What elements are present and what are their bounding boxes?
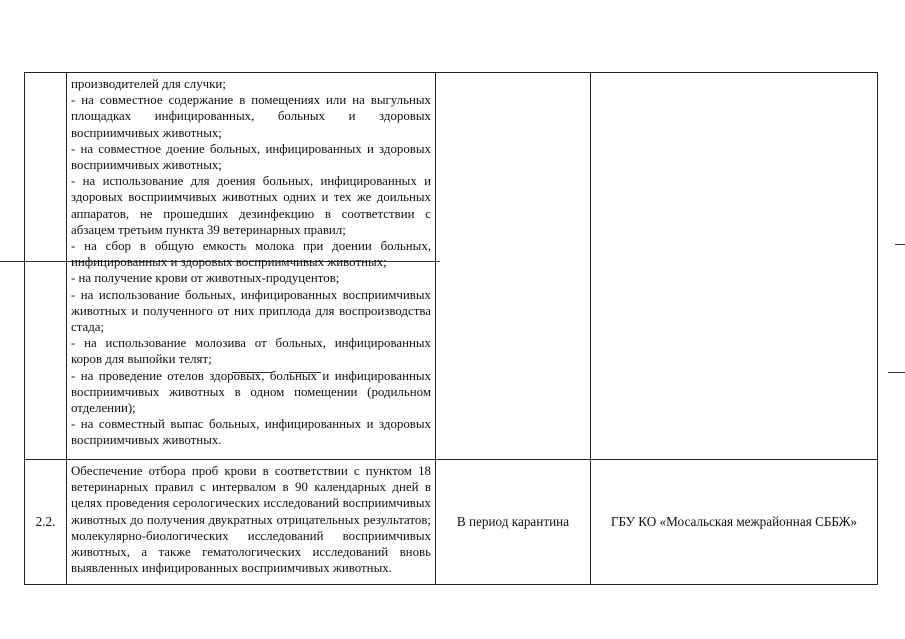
list-item: - на совместный выпас больных, инфицированных и здоровых восприимчивых животных. <box>71 417 431 448</box>
row-number-cell <box>25 73 67 460</box>
measure-text: Обеспечение отбора проб крови в соответствии с пунктом 18 ветеринарных правил с интервалом в 90 календарных дней в целях проведения серологических исследований восприимчивых животных до получения двукратных отрицательных результатов; молекулярно-биологических исследований восприимчивых животных, а также гематологических исследований вновь выявленных инфицированных восприимчивых животных. <box>71 464 431 576</box>
list-item: - на использование молозива от больных, инфицированных коров для выпойки телят; <box>71 336 431 367</box>
measure-text-cell <box>67 460 436 585</box>
scan-artifact-dash <box>888 372 905 373</box>
list-item: производителей для случки; <box>71 77 226 91</box>
list-item: - на совместное доение больных, инфицированных и здоровых восприимчивых животных; <box>71 141 431 173</box>
measure-text-cell <box>67 73 436 460</box>
responsible-cell: ГБУ КО «Мосальская межрайонная СББЖ» <box>591 460 878 585</box>
table-row <box>25 73 878 460</box>
list-item: - на использование для доения больных, инфицированных и здоровых восприимчивых животных одних и тех же доильных аппаратов, не прошедших дезинфекцию в соответствии с абзацем третьим пункта 39 ветеринарных правил; <box>71 174 431 237</box>
list-item: - на совместное содержание в помещениях или на выгульных площадках инфицированных, больных и здоровых восприимчивых животных; <box>71 93 431 140</box>
list-item: - на использование больных, инфицированных восприимчивых животных и полученного от них приплода для воспроизводства стада; <box>71 287 431 335</box>
measures-table <box>24 72 878 585</box>
list-item: - на проведение отелов здоровых, больных и инфицированных восприимчивых животных в одном помещении (родильном отделении); <box>71 368 431 416</box>
term-cell <box>436 73 591 460</box>
responsible-cell <box>591 73 878 460</box>
list-item: - на получение крови от животных-продуцентов; <box>71 271 340 286</box>
row-number-cell: 2.2. <box>25 460 67 585</box>
scan-artifact-dash <box>895 244 905 245</box>
table-row <box>25 460 878 585</box>
measure-text <box>67 73 435 451</box>
term-cell: В период карантина <box>436 460 591 585</box>
list-item: - на сбор в общую емкость молока при доении больных, инфицированных и здоровых восприимчивых животных; <box>71 239 431 270</box>
